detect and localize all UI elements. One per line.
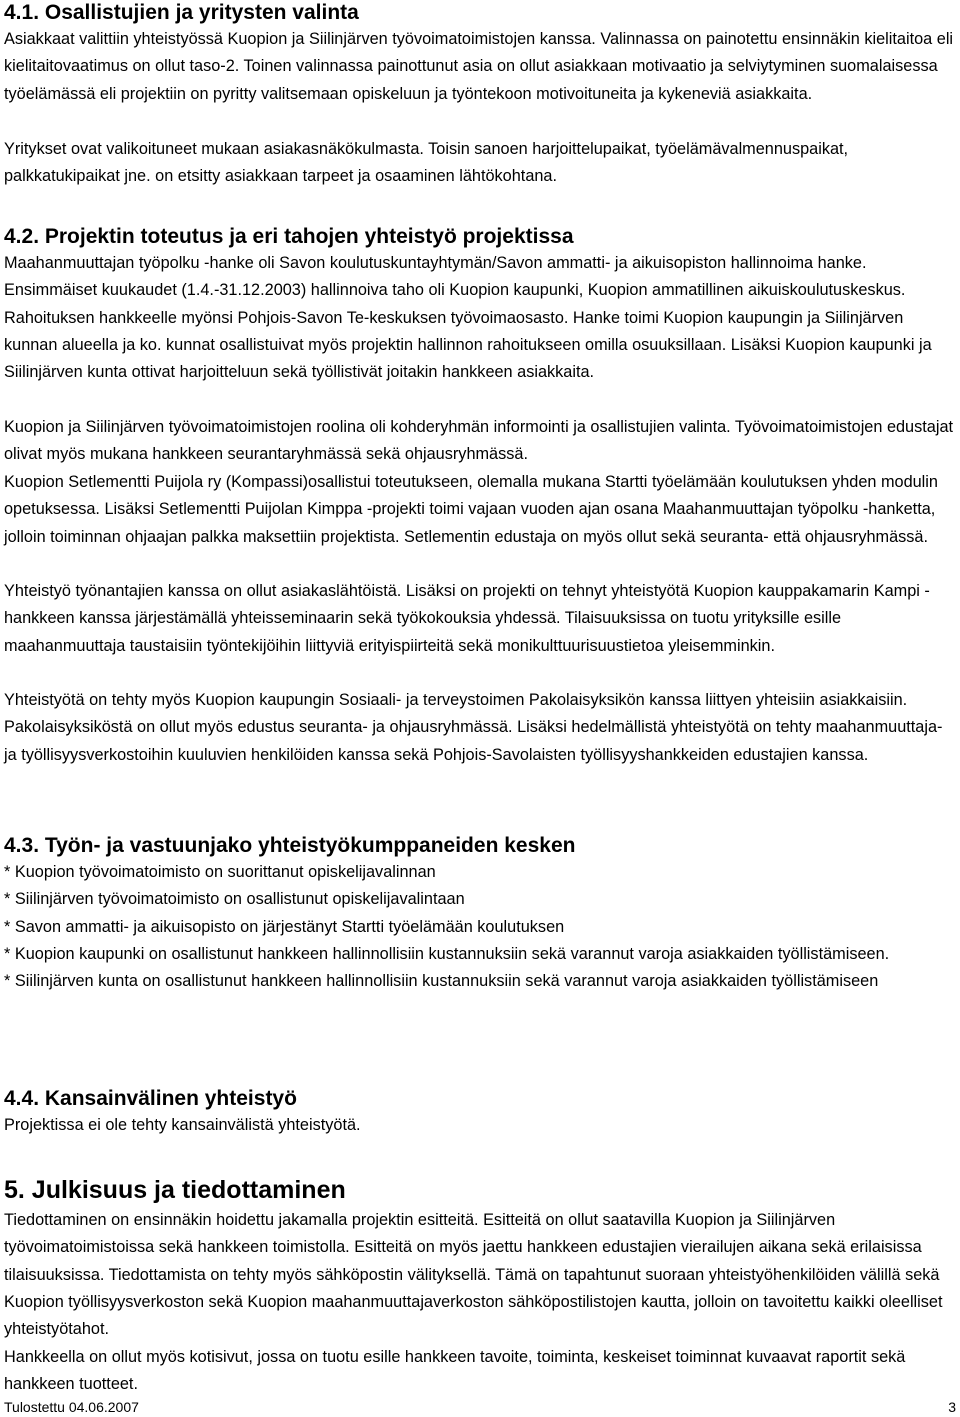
- paragraph: Maahanmuuttajan työpolku -hanke oli Savon koulutuskuntayhtymän/Savon ammatti- ja aikuisopiston hallinnoima hanke. Ensimmäiset kuukaudet (1.4.-31.12.2003) hallinnoiva taho oli Kuopion kaupunki, Kuopion ammatillinen aikuiskoulutuskeskus. Rahoituksen hankkeelle myönsi Pohjois-Savon Te-keskuksen työvoimaosasto. Hanke toimi Kuopion kaupungin ja Siilinjärven kunnan alueella ja ko. kunnat osallistuivat myös projektin hallinnon rahoitukseen omilla osuuksillaan. Lisäksi Kuopion kaupunki ja Siilinjärven kunta ottivat harjoitteluun sekä työllistivät joitakin hankkeen asiakkaita.: [4, 254, 932, 382]
- list-item: * Savon ammatti- ja aikuisopisto on järjestänyt Startti työelämään koulutuksen: [4, 917, 565, 936]
- paragraph: Kuopion ja Siilinjärven työvoimatoimistojen roolina oli kohderyhmän informointi ja osallistujien valinta. Työvoimatoimistojen edustajat olivat myös mukana hankkeen seurantaryhmässä sekä ohjausryhmässä.: [4, 418, 954, 464]
- print-date: Tulostettu 04.06.2007: [4, 1399, 139, 1415]
- paragraph: Kuopion Setlementti Puijola ry (Kompassi)osallistui toteutukseen, olemalla mukana Startti työelämään koulutuksen yhden modulin opetuksessa. Lisäksi Setlementti Puijolan Kimppa -projekti toimi vajaan vuoden ajan osana Maahanmuuttajan työpolku -hanketta, jolloin toiminnan ohjaajan palkka maksettiin projektista. Setlementin edustaja on myös ollut sekä seuranta- että ohjausryhmässä.: [4, 473, 938, 546]
- section-heading-4-4: 4.4. Kansainvälinen yhteistyö: [4, 1087, 297, 1110]
- paragraph: Yhteistyö työnantajien kanssa on ollut asiakaslähtöistä. Lisäksi on projekti on tehnyt yhteistyötä Kuopion kauppakamarin Kampi -hankkeen kanssa järjestämällä yhteisseminaarin sekä työkokouksia yhdessä. Tilaisuuksissa on tuotu yrityksille esille maahanmuuttaja taustaisiin työntekijöihin liittyviä erityispiirteitä sekä monikulttuurisuustietoa yleisemminkin.: [4, 582, 930, 655]
- paragraph: Hankkeella on ollut myös kotisivut, jossa on tuotu esille hankkeen tavoite, toiminta, keskeiset toiminnat kuvaavat raportit sekä hankkeen tuotteet.: [4, 1348, 906, 1394]
- paragraph: Asiakkaat valittiin yhteistyössä Kuopion ja Siilinjärven työvoimatoimistojen kanssa. Valinnassa on painotettu ensinnäkin kielitaitoa eli kielitaitovaatimus on ollut taso-2. Toinen valinnassa painottunut asia on ollut asiakkaan motivaatio ja selviytyminen suomalaisessa työelämässä eli projektiin on pyritty valitsemaan opiskeluun ja työntekoon motivoituneita ja kykeneviä asiakkaita.: [4, 30, 954, 103]
- list-item: * Siilinjärven työvoimatoimisto on osallistunut opiskelijavalintaan: [4, 890, 465, 909]
- page-number: 3: [948, 1399, 956, 1415]
- responsibility-list: [4, 859, 956, 995]
- paragraph: Yhteistyötä on tehty myös Kuopion kaupungin Sosiaali- ja terveystoimen Pakolaisyksikön kanssa liittyen yhteisiin asiakkaisiin. Pakolaisyksiköstä on ollut myös edustus seuranta- ja ohjausryhmässä. Lisäksi hedelmällistä yhteistyötä on tehty maahanmuuttaja- ja työllisyysverkostoihin kuuluvien henkilöiden kanssa sekä Pohjois-Savolaisten työllisyyshankkeiden edustajien kanssa.: [4, 691, 943, 764]
- paragraph: Yritykset ovat valikoituneet mukaan asiakasnäkökulmasta. Toisin sanoen harjoittelupaikat, työelämävalmennuspaikat, palkkatukipaikat jne. on etsitty asiakkaan tarpeet ja osaaminen lähtökohtana.: [4, 140, 849, 186]
- section-heading-4-2: 4.2. Projektin toteutus ja eri tahojen yhteistyö projektissa: [4, 225, 574, 248]
- paragraph: Projektissa ei ole tehty kansainvälistä yhteistyötä.: [4, 1116, 361, 1134]
- paragraph: Tiedottaminen on ensinnäkin hoidettu jakamalla projektin esitteitä. Esitteitä on ollut saatavilla Kuopion ja Siilinjärven työvoimatoimistoissa sekä hankkeen toimistolla. Esitteitä on myös jaettu hankkeen edustajien vierailujen aikana sekä erilaisissa tilaisuuksissa. Tiedottamista on tehty myös sähköpostin välityksellä. Tämä on tapahtunut suoraan yhteistyöhenkilöiden välillä sekä Kuopion työllisyysverkoston sekä Kuopion maahanmuuttajaverkoston sähköpostilistojen kautta, jolloin on tavoitettu kaikki oleelliset yhteistyötahot.: [4, 1211, 943, 1339]
- list-item: * Kuopion kaupunki on osallistunut hankkeen hallinnollisiin kustannuksiin sekä varannut varoja asiakkaiden työllistämiseen.: [4, 944, 890, 963]
- section-heading-4-1: 4.1. Osallistujien ja yritysten valinta: [4, 1, 359, 24]
- section-heading-5: 5. Julkisuus ja tiedottaminen: [4, 1176, 346, 1204]
- list-item: * Siilinjärven kunta on osallistunut hankkeen hallinnollisiin kustannuksiin sekä varannut varoja asiakkaiden työllistämiseen: [4, 972, 879, 991]
- list-item: * Kuopion työvoimatoimisto on suorittanut opiskelijavalinnan: [4, 863, 436, 881]
- section-heading-4-3: 4.3. Työn- ja vastuunjako yhteistyökumppaneiden kesken: [4, 834, 576, 857]
